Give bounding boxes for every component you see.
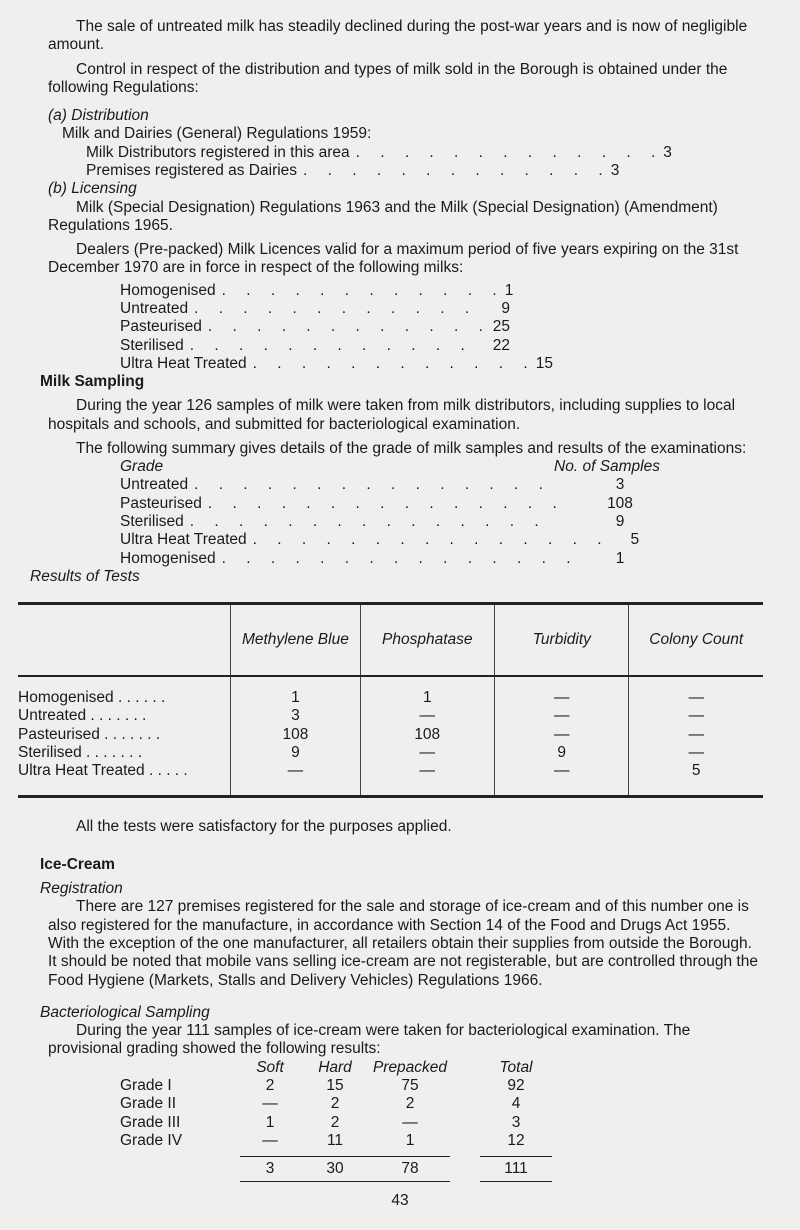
table-row: Ultra Heat Treated . . . . . — — — 5 (18, 762, 763, 796)
samples-list (120, 458, 660, 568)
distribution-heading: (a) Distribution (48, 107, 149, 125)
licensing-heading: (b) Licensing (48, 180, 137, 198)
ice-cream-heading: Ice-Cream (40, 855, 115, 873)
list-item: Homogenised . . . . . . . . . . . . 1 (120, 281, 514, 299)
total-prepacked: 78 (370, 1156, 450, 1182)
list-item: Homogenised . . . . . . . . . . . . . . . 1 (120, 549, 625, 567)
distribution-regulation: Milk and Dairies (General) Regulations 1959: (62, 125, 372, 143)
table-row: Pasteurised . . . . . . . 108 108 — — (18, 726, 763, 744)
page-number: 43 (391, 1192, 409, 1209)
table-row: Grade III (120, 1113, 181, 1131)
column-header: Phosphatase (360, 604, 494, 677)
column-header: Hard (318, 1058, 352, 1076)
column-header: Soft (256, 1058, 284, 1076)
column-header: Prepacked (372, 1058, 448, 1076)
list-item: Untreated . . . . . . . . . . . . . . . 3 (120, 476, 625, 494)
column-header (18, 604, 231, 677)
licences-list (120, 281, 553, 373)
samples-column-header: No. of Samples (554, 458, 660, 476)
table-row: Homogenised . . . . . . 1 1 — — (18, 676, 763, 707)
bacteriological-paragraph: During the year 111 samples of ice-cream were taken for bacteriological examination. The provisional grading showed the following results: (48, 1022, 691, 1058)
list-item: Ultra Heat Treated . . . . . . . . . . . . 15 (120, 354, 553, 372)
results-table (18, 602, 763, 797)
list-item: Sterilised . . . . . . . . . . . . 22 (120, 336, 510, 354)
column-header: Total (499, 1058, 533, 1076)
table-row: Untreated . . . . . . . 3 — — — (18, 707, 763, 725)
list-item: Milk Distributors registered in this area . . . . . . . . . . . . . 3 (86, 143, 672, 161)
registration-heading: Registration (40, 880, 123, 898)
satisfactory-note: All the tests were satisfactory for the purposes applied. (76, 817, 452, 835)
total-hard: 30 (300, 1156, 370, 1182)
document-page (18, 18, 758, 1182)
list-item: Premises registered as Dairies . . . . . . . . . . . . . 3 (86, 161, 620, 179)
bacteriological-heading: Bacteriological Sampling (40, 1003, 210, 1021)
intro-paragraph-1: The sale of untreated milk has steadily declined during the post-war years and is now of negligible amount. (48, 18, 748, 54)
column-header: Methylene Blue (231, 604, 360, 677)
milk-sampling-heading: Milk Sampling (40, 373, 145, 391)
table-row: Grade I (120, 1076, 172, 1094)
list-item: Sterilised . . . . . . . . . . . . . . . 9 (120, 513, 625, 531)
total-soft: 3 (240, 1156, 300, 1182)
table-row: Grade IV (120, 1131, 183, 1149)
sampling-paragraph-1: During the year 126 samples of milk were taken from milk distributors, including supplies to local hospitals and schools, and submitted for bacteriological examination. (48, 397, 736, 433)
licensing-paragraph-1: Milk (Special Designation) Regulations 1963 and the Milk (Special Designation) (Amendment) Regulations 1965. (48, 198, 718, 234)
ice-cream-grades-table: Soft Hard Prepacked Total Grade I 2 15 75 92 Grade II — 2 2 4 Grade III 1 2 — 3 Grade IV — 11 1 12 3 30 78 111 (120, 1059, 758, 1183)
column-header: Colony Count (629, 604, 763, 677)
list-item: Pasteurised . . . . . . . . . . . . . . . 108 (120, 494, 633, 512)
intro-paragraph-2: Control in respect of the distribution and types of milk sold in the Borough is obtained under the following Regulations: (48, 60, 728, 96)
sampling-paragraph-2: The following summary gives details of the grade of milk samples and results of the examinations: (76, 439, 747, 457)
list-item: Pasteurised . . . . . . . . . . . . 25 (120, 318, 510, 336)
licensing-paragraph-2: Dealers (Pre-packed) Milk Licences valid for a maximum period of five years expiring on the 31st December 1970 are in force in respect of the following milks: (48, 241, 739, 277)
registration-paragraph: There are 127 premises registered for the sale and storage of ice-cream and of this number one is also registered for the manufacture, in accordance with Section 14 of the Food and Drugs Act 1955. With the exception of the one manufacturer, all retailers obtain their supplies from outside the Borough. It should be noted that mobile vans selling ice-cream are not registerable, but are controlled through the Food Hygiene (Markets, Stalls and Delivery Vehicles) Regulations 1966. (48, 898, 758, 989)
results-heading: Results of Tests (30, 567, 140, 585)
table-row: Grade II (120, 1095, 176, 1113)
list-item: Ultra Heat Treated . . . . . . . . . . . . . . . 5 (120, 531, 640, 549)
table-row: Sterilised . . . . . . . 9 — 9 — (18, 744, 763, 762)
grand-total: 111 (480, 1156, 552, 1182)
list-item: Untreated . . . . . . . . . . . . 9 (120, 299, 510, 317)
column-header: Turbidity (495, 604, 629, 677)
distribution-section (62, 125, 758, 180)
grade-column-header: Grade (120, 458, 164, 476)
